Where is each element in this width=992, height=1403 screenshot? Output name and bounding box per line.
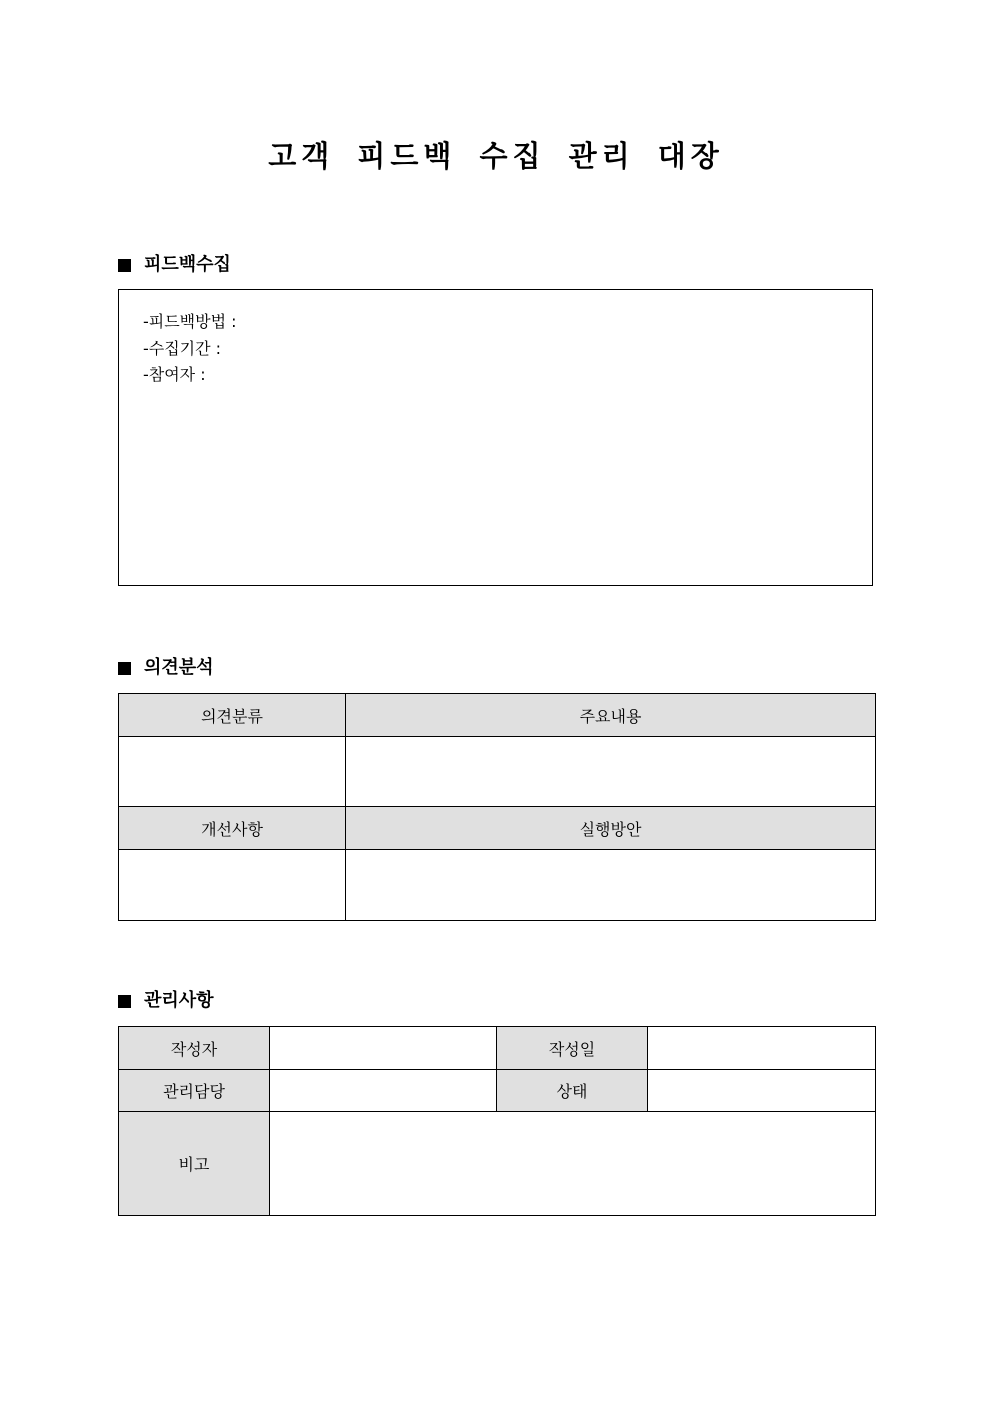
main-content-header: 주요내용 bbox=[346, 694, 876, 737]
document-title: 고객 피드백 수집 관리 대장 bbox=[268, 139, 724, 173]
main-content-cell[interactable] bbox=[346, 737, 876, 807]
square-bullet-icon bbox=[118, 259, 131, 272]
notes-label: 비고 bbox=[119, 1112, 270, 1216]
author-value-cell[interactable] bbox=[270, 1027, 497, 1070]
date-value-cell[interactable] bbox=[648, 1027, 876, 1070]
section-heading-analysis bbox=[118, 656, 214, 680]
status-value-cell[interactable] bbox=[648, 1070, 876, 1112]
status-label: 상태 bbox=[497, 1070, 648, 1112]
manager-label: 관리담당 bbox=[119, 1070, 270, 1112]
table-row bbox=[119, 807, 876, 850]
notes-value-cell[interactable] bbox=[270, 1112, 876, 1216]
square-bullet-icon bbox=[118, 995, 131, 1008]
improvement-cell[interactable] bbox=[119, 850, 346, 921]
table-row bbox=[119, 1027, 876, 1070]
opinion-category-cell[interactable] bbox=[119, 737, 346, 807]
table-row bbox=[119, 694, 876, 737]
section-heading-label: 의견분석 bbox=[144, 657, 214, 678]
table-row bbox=[119, 737, 876, 807]
section-heading-label: 관리사항 bbox=[144, 990, 214, 1011]
section-heading-management bbox=[118, 989, 214, 1013]
opinion-analysis-table bbox=[118, 693, 876, 921]
collection-period-line: -수집기간 : bbox=[143, 338, 222, 358]
feedback-method-line: -피드백방법 : bbox=[143, 312, 237, 331]
table-row bbox=[119, 850, 876, 921]
management-table bbox=[118, 1026, 876, 1216]
table-row bbox=[119, 1112, 876, 1216]
date-label: 작성일 bbox=[497, 1027, 648, 1070]
manager-value-cell[interactable] bbox=[270, 1070, 497, 1112]
improvement-header: 개선사항 bbox=[119, 807, 346, 850]
section-heading-label: 피드백수집 bbox=[144, 254, 231, 275]
opinion-category-header: 의견분류 bbox=[119, 694, 346, 737]
author-label: 작성자 bbox=[119, 1027, 270, 1070]
participants-line: -참여자 : bbox=[143, 365, 206, 384]
table-row bbox=[119, 1070, 876, 1112]
section-heading-feedback bbox=[118, 253, 231, 277]
feedback-collection-box[interactable] bbox=[118, 289, 873, 586]
action-plan-header: 실행방안 bbox=[346, 807, 876, 850]
action-plan-cell[interactable] bbox=[346, 850, 876, 921]
square-bullet-icon bbox=[118, 662, 131, 675]
